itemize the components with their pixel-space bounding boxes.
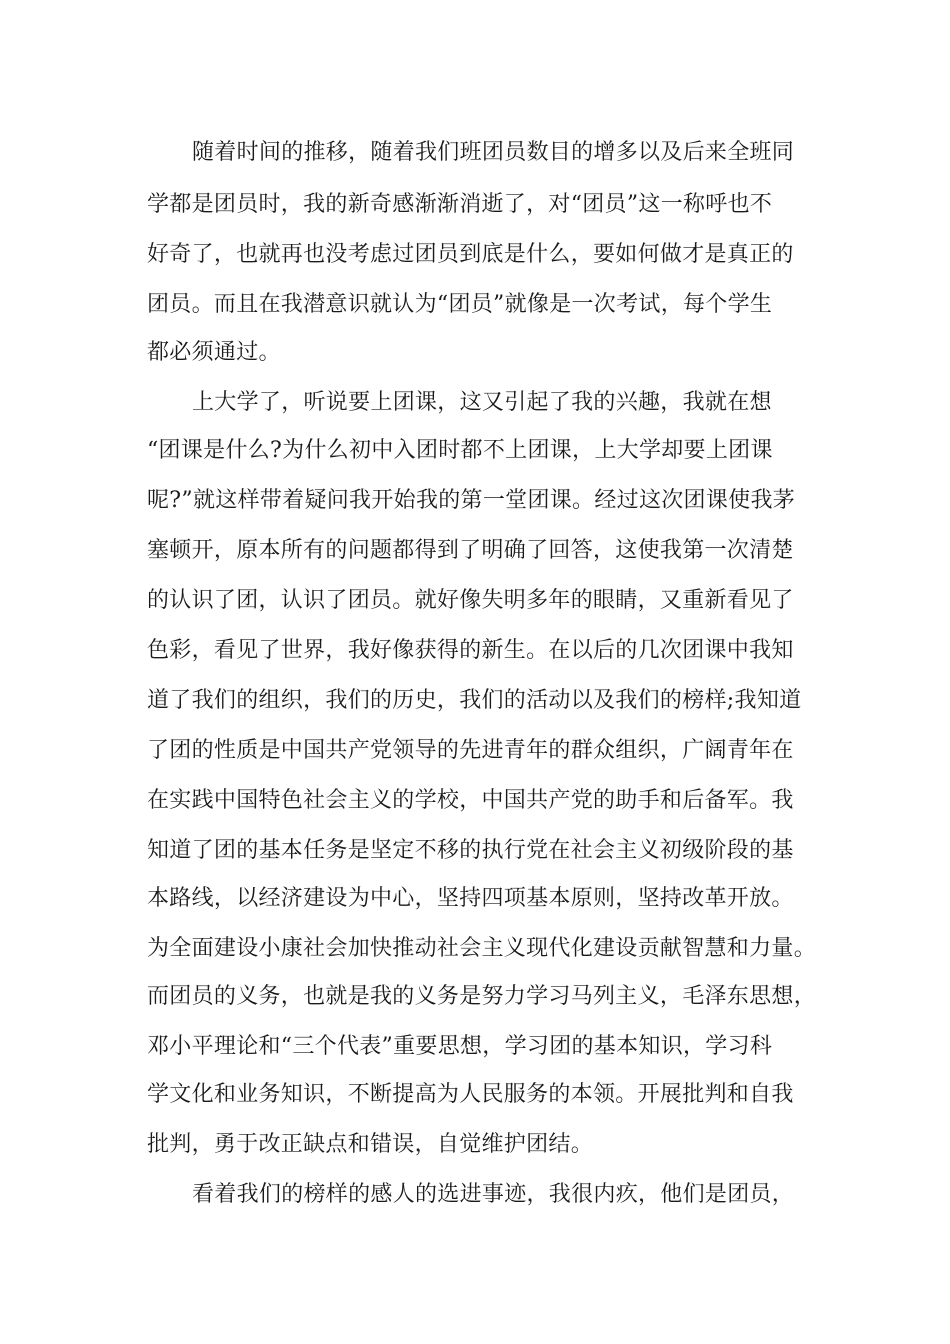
paragraph-1-line-4: 团员。而且在我潜意识就认为“团员”就像是一次考试，每个学生 — [147, 292, 773, 317]
paragraph-2-line-1: 上大学了，听说要上团课，这又引起了我的兴趣，我就在想 — [192, 390, 772, 415]
paragraph-2-line-9: 在实践中国特色社会主义的学校，中国共产党的助手和后备军。我 — [147, 788, 794, 813]
paragraph-1-line-5: 都必须通过。 — [147, 340, 281, 365]
paragraph-2-line-6: 色彩，看见了世界，我好像获得的新生。在以后的几次团课中我知 — [147, 638, 794, 663]
paragraph-2-line-10: 知道了团的基本任务是坚定不移的执行党在社会主义初级阶段的基 — [147, 838, 794, 863]
paragraph-2-line-3: 呢?”就这样带着疑问我开始我的第一堂团课。经过这次团课使我茅 — [147, 488, 796, 513]
paragraph-1-line-3: 好奇了，也就再也没考虑过团员到底是什么，要如何做才是真正的 — [147, 242, 794, 267]
paragraph-1-line-2: 学都是团员时，我的新奇感渐渐消逝了，对“团员”这一称呼也不 — [147, 192, 773, 217]
paragraph-2-line-5: 的认识了团，认识了团员。就好像失明多年的眼睛，又重新看见了 — [147, 588, 794, 613]
paragraph-2-line-14: 邓小平理论和“三个代表”重要思想，学习团的基本知识，学习科 — [147, 1034, 773, 1059]
paragraph-2-line-12: 为全面建设小康社会加快推动社会主义现代化建设贡献智慧和力量。 — [147, 936, 817, 961]
paragraph-2-line-15: 学文化和业务知识，不断提高为人民服务的本领。开展批判和自我 — [147, 1082, 794, 1107]
paragraph-2-line-4: 塞顿开，原本所有的问题都得到了明确了回答，这使我第一次清楚 — [147, 538, 794, 563]
paragraph-2-line-11: 本路线，以经济建设为中心，坚持四项基本原则，坚持改革开放。 — [147, 886, 794, 911]
paragraph-2-line-8: 了团的性质是中国共产党领导的先进青年的群众组织，广阔青年在 — [147, 738, 794, 763]
paragraph-1-line-1: 随着时间的推移，随着我们班团员数目的增多以及后来全班同 — [192, 140, 795, 165]
paragraph-2-line-13: 而团员的义务，也就是我的义务是努力学习马列主义，毛泽东思想， — [147, 984, 817, 1009]
paragraph-2-line-16: 批判，勇于改正缺点和错误，自觉维护团结。 — [147, 1132, 594, 1157]
paragraph-2-line-2: “团课是什么?为什么初中入团时都不上团课，上大学却要上团课 — [147, 438, 773, 463]
paragraph-3-line-1: 看着我们的榜样的感人的选进事迹，我很内疚，他们是团员， — [192, 1182, 795, 1207]
paragraph-2-line-7: 道了我们的组织，我们的历史，我们的活动以及我们的榜样;我知道 — [147, 688, 802, 713]
